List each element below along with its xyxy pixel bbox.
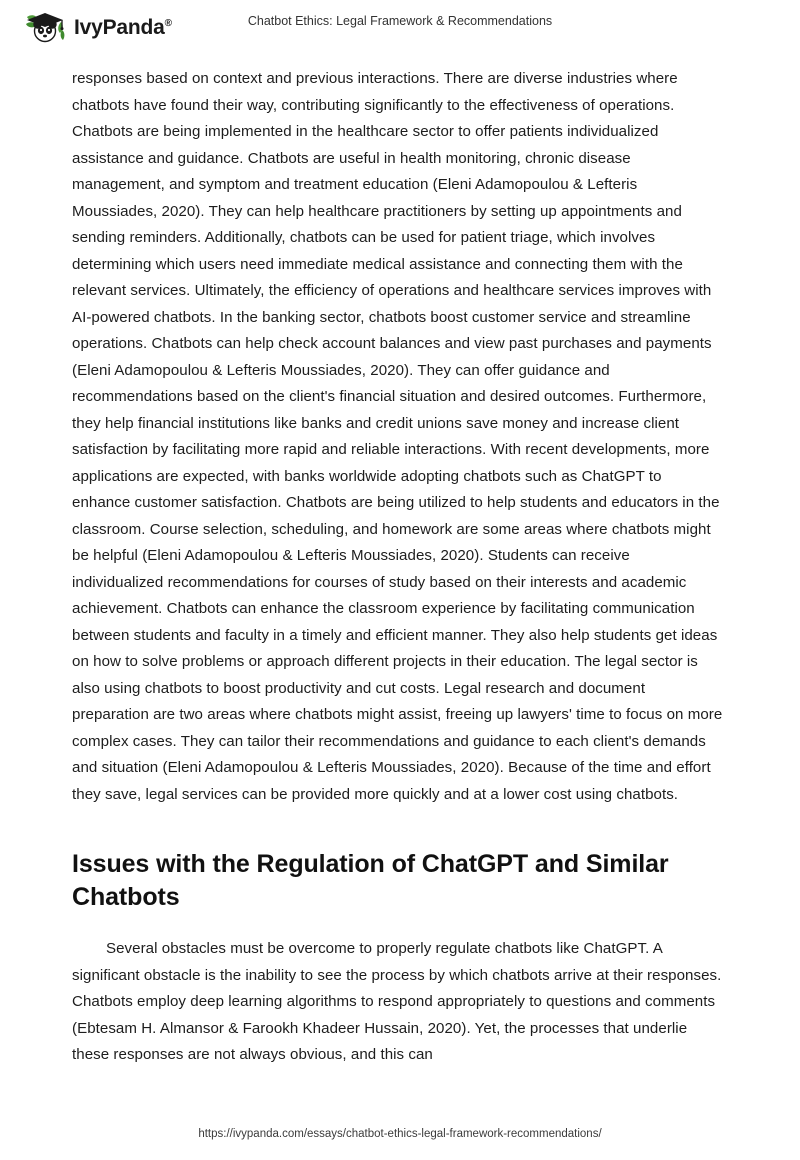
source-url-link[interactable]: https://ivypanda.com/essays/chatbot-ethics-legal-framework-recommendations/ [198, 1128, 602, 1140]
paragraph-continuation: responses based on context and previous interactions. There are diverse industries where chatbots have found their way, contributing significantly to the effectiveness of operations. Chatbots are being implemented in the healthcare sector to offer patients individualized assistance and guidance. Chatbots are useful in health monitoring, chronic disease management, and symptom and treatment education (Eleni Adamopoulou & Lefteris Moussiades, 2020). They can help healthcare practitioners by setting up appointments and sending reminders. Additionally, chatbots can be used for patient triage, which involves determining which users need immediate medical assistance and connecting them with the relevant services. Ultimately, the efficiency of operations and healthcare services improves with AI-powered chatbots. In the banking sector, chatbots boost customer service and streamline operations. Chatbots can help check account balances and view past purchases and payments (Eleni Adamopoulou & Lefteris Moussiades, 2020). They can offer guidance and recommendations based on the client's financial situation and desired outcomes. Furthermore, they help financial institutions like banks and credit unions save money and increase client satisfaction by facilitating more rapid and reliable interactions. With recent developments, more applications are expected, with banks worldwide adopting chatbots such as ChatGPT to enhance customer satisfaction. Chatbots are being utilized to help students and educators in the classroom. Course selection, scheduling, and homework are some areas where chatbots might be helpful (Eleni Adamopoulou & Lefteris Moussiades, 2020). Students can receive individualized recommendations for courses of study based on their interests and academic achievement. Chatbots can enhance the classroom experience by facilitating communication between students and faculty in a timely and efficient manner. They also help students get ideas on how to solve problems or approach different projects in their education. The legal sector is also using chatbots to boost productivity and cut costs. Legal research and document preparation are two areas where chatbots might assist, freeing up lawyers' time to focus on more complex cases. They can tailor their recommendations and guidance to each client's demands and situation (Eleni Adamopoulou & Lefteris Moussiades, 2020). Because of the time and effort they save, legal services can be provided more quickly and at a lower cost using chatbots. [72, 70, 723, 803]
registered-mark: ® [164, 18, 172, 29]
paragraph-regulation-issues: Several obstacles must be overcome to properly regulate chatbots like ChatGPT. A significant obstacle is the inability to see the process by which chatbots arrive at their responses. Chatbots employ deep learning algorithms to respond appropriately to questions and comments (Ebtesam H. Almansor & Farookh Khadeer Hussain, 2020). Yet, the processes that underlie these responses are not always obvious, and this can [72, 940, 722, 1063]
document-title: Chatbot Ethics: Legal Framework & Recommendations [247, 14, 553, 28]
graduation-cap-panda-logo-icon [24, 11, 66, 45]
page-header [0, 0, 800, 56]
document-content [72, 66, 724, 1069]
section-heading: Issues with the Regulation of ChatGPT and Similar Chatbots [72, 850, 669, 911]
brand-name [74, 16, 172, 40]
page-footer [0, 1124, 800, 1142]
brand[interactable] [24, 11, 172, 45]
brand-name-text: IvyPanda [74, 16, 165, 39]
